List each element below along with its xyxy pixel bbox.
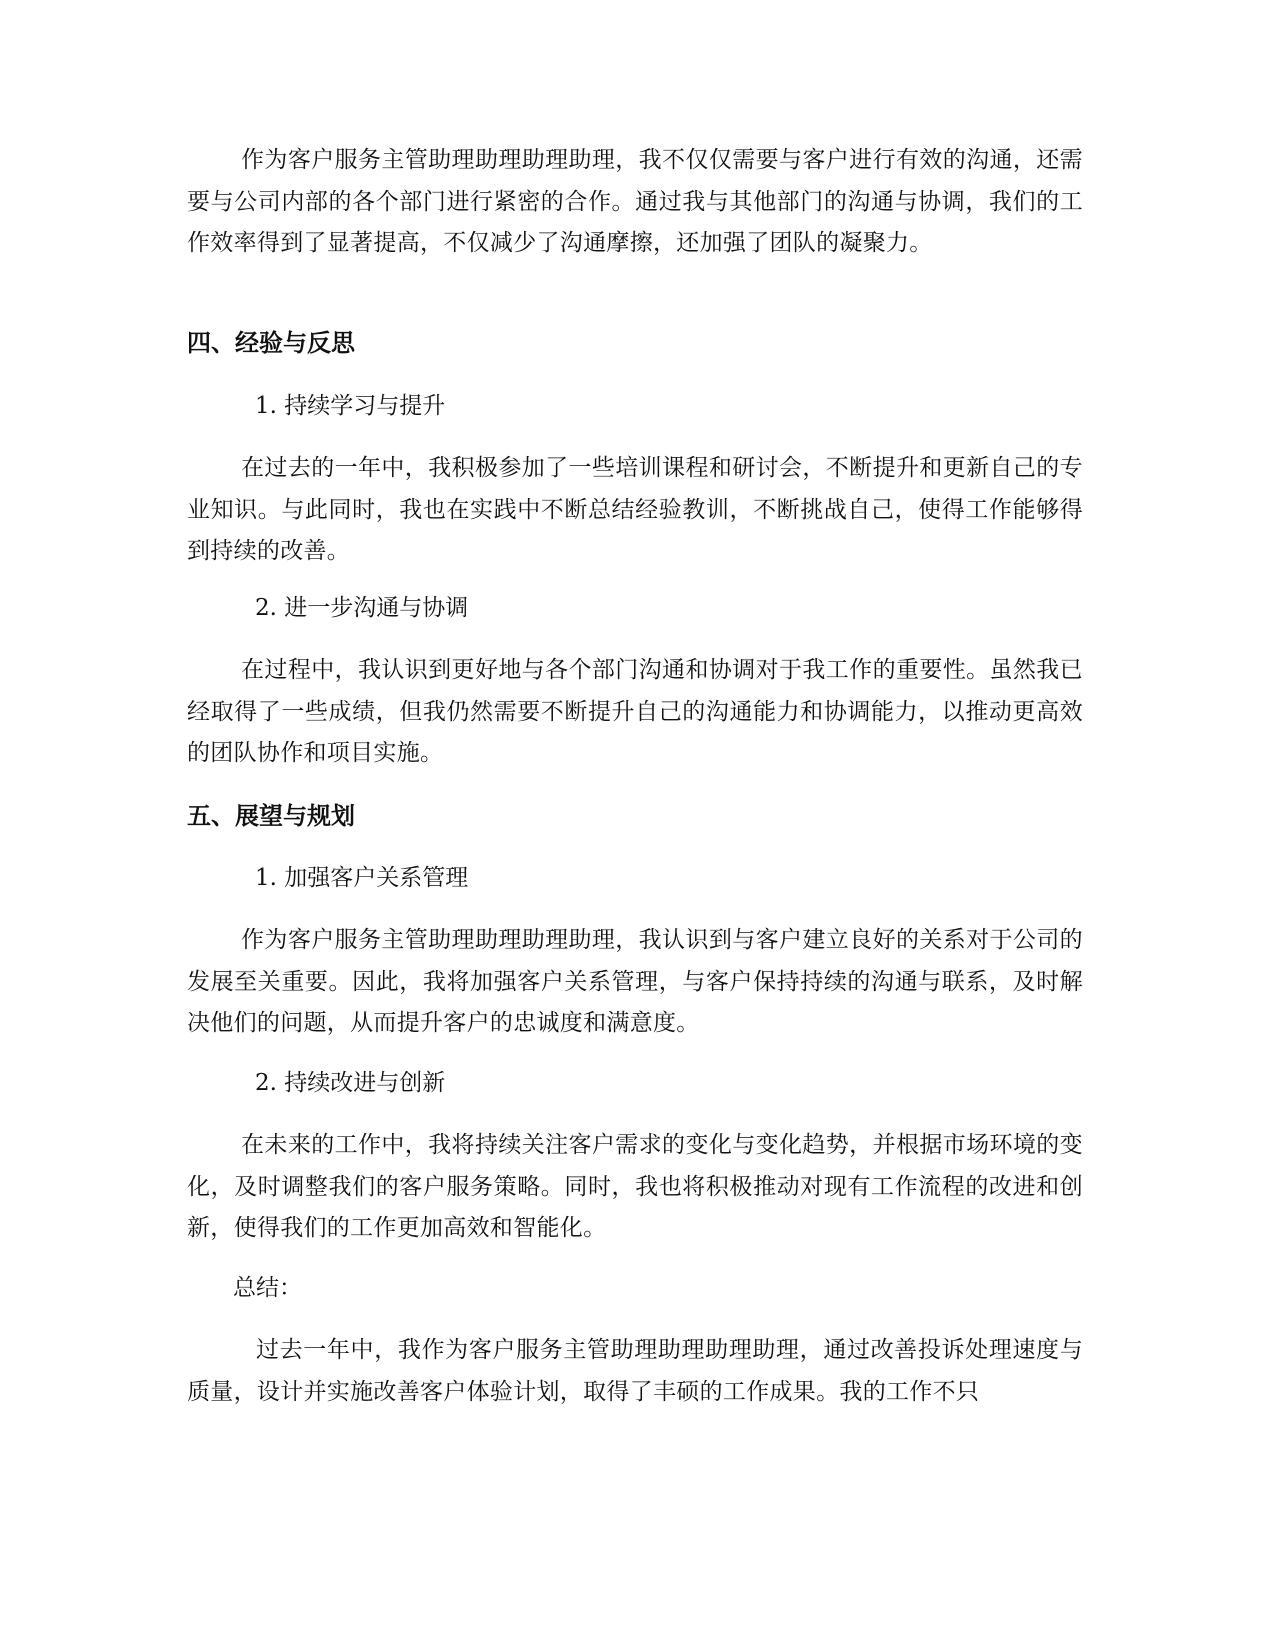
section4-item1-text-block <box>187 448 1083 573</box>
summary-text-block <box>187 1330 1083 1413</box>
section5-item2-text-block <box>187 1125 1083 1250</box>
subheading-customer-relations: 1. 加强客户关系管理 <box>255 865 469 891</box>
section-heading-experience: 四、经验与反思 <box>187 329 355 357</box>
section5-item1-text-block <box>187 920 1083 1045</box>
section5-item1-title-block <box>187 863 1083 893</box>
summary-paragraph: 过去一年中，我作为客户服务主管助理助理助理助理，通过改善投诉处理速度与质量，设计并实施改善客户体验计划，取得了丰硕的工作成果。我的工作不只 <box>187 1337 1083 1405</box>
subheading-communication: 2. 进一步沟通与协调 <box>255 595 469 621</box>
section4-heading-block <box>187 328 1083 358</box>
summary-label-block <box>187 1273 1083 1303</box>
subheading-continuous-learning: 1. 持续学习与提升 <box>255 393 446 419</box>
section4-item2-title-block <box>187 593 1083 623</box>
intro-paragraph: 作为客户服务主管助理助理助理助理，我不仅仅需要与客户进行有效的沟通，还需要与公司内部的各个部门进行紧密的合作。通过我与其他部门的沟通与协调，我们的工作效率得到了显著提高，不仅减少了沟通摩擦，还加强了团队的凝聚力。 <box>187 147 1083 256</box>
paragraph-communication: 在过程中，我认识到更好地与各个部门沟通和协调对于我工作的重要性。虽然我已经取得了一些成绩，但我仍然需要不断提升自己的沟通能力和协调能力，以推动更高效的团队协作和项目实施。 <box>187 657 1083 766</box>
section5-item2-title-block <box>187 1068 1083 1098</box>
intro-block <box>187 140 1083 265</box>
paragraph-improvement: 在未来的工作中，我将持续关注客户需求的变化与变化趋势，并根据市场环境的变化，及时调整我们的客户服务策略。同时，我也将积极推动对现有工作流程的改进和创新，使得我们的工作更加高效和智能化。 <box>187 1132 1083 1241</box>
section4-item1-title-block <box>187 391 1083 421</box>
section4-item2-text-block <box>187 650 1083 775</box>
paragraph-customer-relations: 作为客户服务主管助理助理助理助理，我认识到与客户建立良好的关系对于公司的发展至关重要。因此，我将加强客户关系管理，与客户保持持续的沟通与联系，及时解决他们的问题，从而提升客户的忠诚度和满意度。 <box>187 927 1083 1036</box>
section5-heading-block <box>187 801 1083 831</box>
paragraph-continuous-learning: 在过去的一年中，我积极参加了一些培训课程和研讨会，不断提升和更新自己的专业知识。与此同时，我也在实践中不断总结经验教训，不断挑战自己，使得工作能够得到持续的改善。 <box>187 455 1083 564</box>
subheading-improvement: 2. 持续改进与创新 <box>255 1070 446 1096</box>
section-heading-outlook: 五、展望与规划 <box>187 802 355 830</box>
summary-label: 总结： <box>233 1275 302 1301</box>
